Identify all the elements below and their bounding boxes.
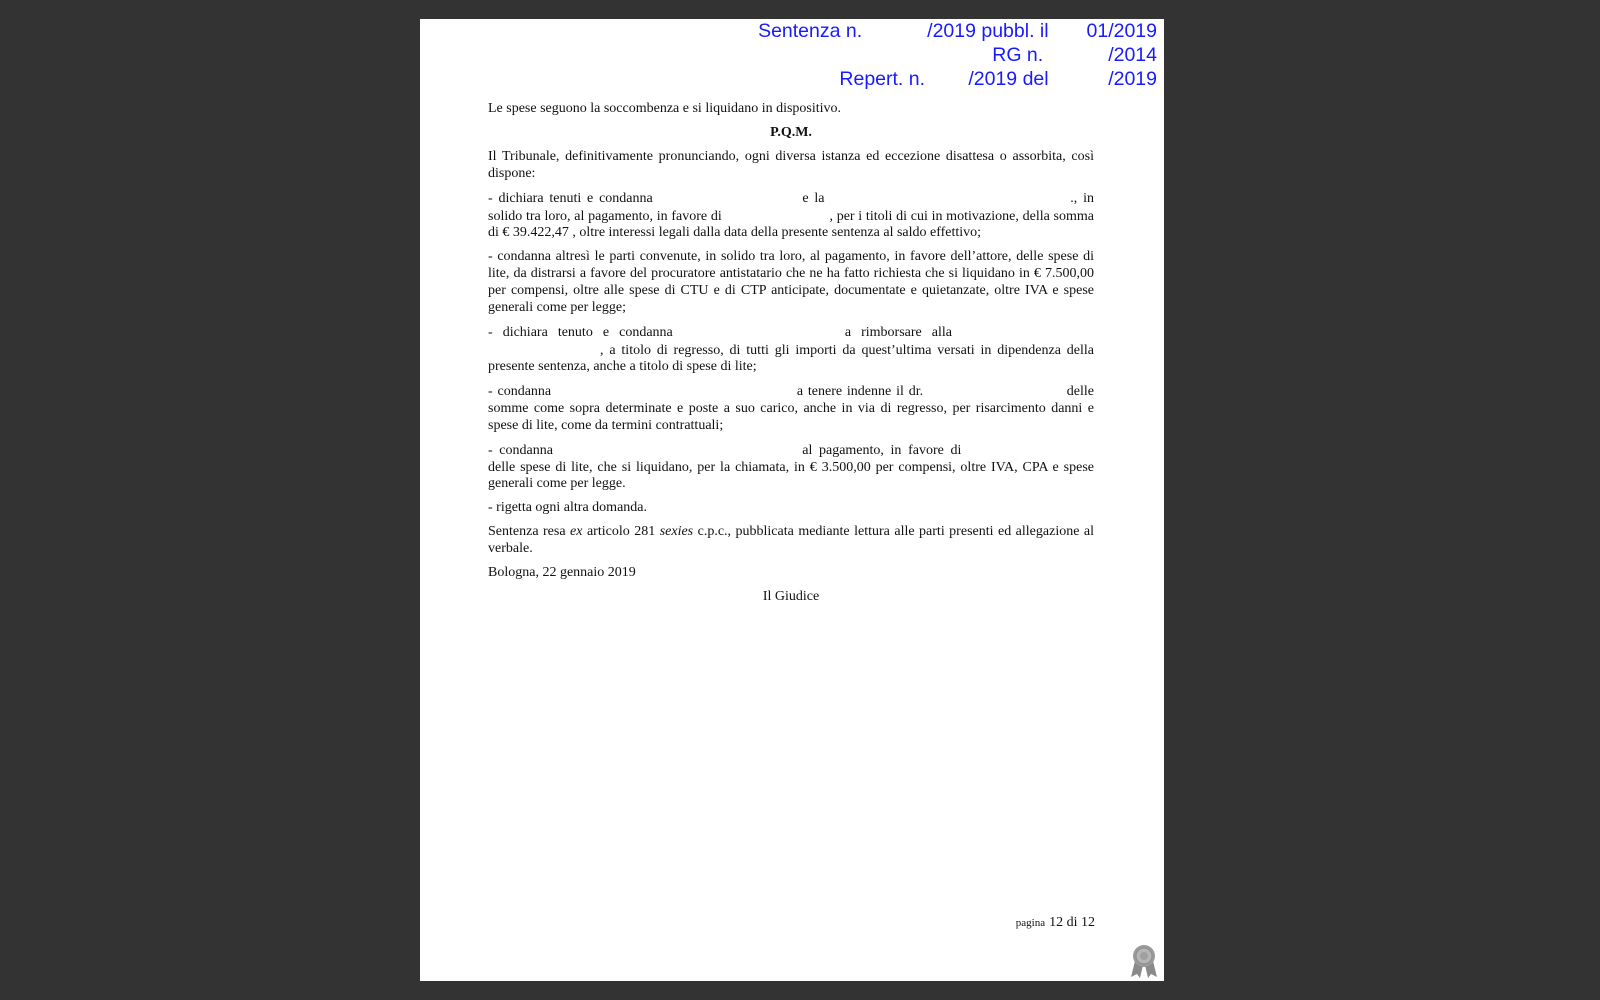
redaction-block <box>556 383 792 397</box>
paragraph-rigetta: - rigetta ogni altra domanda. <box>488 500 647 516</box>
paragraph-condanna-altresi: - condanna altresì le parti convenute, in solido tra loro, al pagamento, in favore dell’attore, delle spese di lite, da distrarsi a favore del procuratore antistatario che ne ha fatto richiesta che si liquidano in € 7.500,00 per compensi, oltre alle spese di CTU e di CTP anticipate, documentate e quietanzate, oltre IVA e spese generali come per legge; <box>488 249 1094 315</box>
filing-stamp <box>758 19 1157 91</box>
pagina-label: pagina <box>1015 917 1046 929</box>
page-count: 12 di 12 <box>1049 915 1095 930</box>
paragraph-tribunale: Il Tribunale, definitivamente pronunciando, ogni diversa istanza ed eccezione disattesa o assorbita, così dispone: <box>488 148 1094 181</box>
stamp-repert-line: Repert. n. /2019 del /2019 <box>839 68 1157 90</box>
paragraph-dichiara-tenuto <box>488 324 1094 376</box>
redaction-block <box>683 324 835 338</box>
text-segment: , per i titoli di cui in motivazione, della somma di € 39.422,47 , oltre interessi legali dalla data della presente sentenza al saldo effettivo; <box>488 208 1094 241</box>
redaction-block <box>659 190 797 204</box>
redaction-block <box>962 324 1094 338</box>
text-segment: - condanna <box>488 384 556 400</box>
text-segment: ., in solido tra loro, al pagamento, in favore di <box>488 190 1094 224</box>
text-segment: al pagamento, in favore di <box>795 442 968 458</box>
redaction-block <box>830 190 1070 204</box>
text-segment: delle spese di lite, che si liquidano, per la chiamata, in € 3.500,00 per compensi, oltre IVA, CPA e spese generali come per legge. <box>488 459 1094 492</box>
page-number <box>1016 913 1095 931</box>
text-segment: c.p.c., pubblicata mediante lettura alle parti presenti ed allegazione al verbale. <box>488 524 1095 557</box>
section-heading-pqm: P.Q.M. <box>770 124 812 140</box>
text-segment: Sentenza resa <box>488 524 571 540</box>
stamp-sentenza-line: Sentenza n. /2019 pubbl. il 01/2019 <box>758 20 1157 42</box>
place-date: Bologna, 22 gennaio 2019 <box>488 565 636 581</box>
document-page <box>420 19 1164 981</box>
text-italic-ex: ex <box>570 524 583 540</box>
seal-ribbon-icon <box>1128 943 1160 979</box>
paragraph-condanna-chiamata <box>488 442 1094 493</box>
redaction-block <box>968 442 1094 456</box>
stamp-rg-line: RG n. /2014 <box>992 44 1157 66</box>
text-segment: a tenere indenne il dr. <box>791 384 928 400</box>
text-segment: a rimborsare alla <box>834 324 963 340</box>
paragraph-spese: Le spese seguono la soccombenza e si liquidano in dispositivo. <box>488 101 842 116</box>
paragraph-condanna-indenne <box>488 383 1094 434</box>
redaction-block <box>928 383 1062 397</box>
paragraph-sentenza-resa <box>488 524 1094 558</box>
text-segment: articolo 281 <box>582 524 660 540</box>
paragraph-dichiara-tenuti <box>488 190 1094 242</box>
text-segment: delle somme come sopra determinate e poste a suo carico, anche in via di regresso, per risarcimento danni e spese di lite, come da termini contrattuali; <box>488 384 1094 433</box>
text-segment: - dichiara tenuti e condanna <box>488 190 659 206</box>
text-segment: e la <box>796 190 831 206</box>
redaction-block <box>725 208 829 222</box>
text-segment: - dichiara tenuto e condanna <box>488 324 683 340</box>
text-italic-sexies: sexies <box>659 524 694 540</box>
redaction-block <box>488 342 600 356</box>
document-body <box>488 101 1094 613</box>
text-segment: - condanna <box>488 442 560 458</box>
redaction-block <box>560 442 796 456</box>
signature-label: Il Giudice <box>762 589 820 605</box>
text-segment: , a titolo di regresso, di tutti gli importi da quest’ultima versati in dipendenza della presente sentenza, anche a titolo di spese di lite; <box>488 342 1094 375</box>
